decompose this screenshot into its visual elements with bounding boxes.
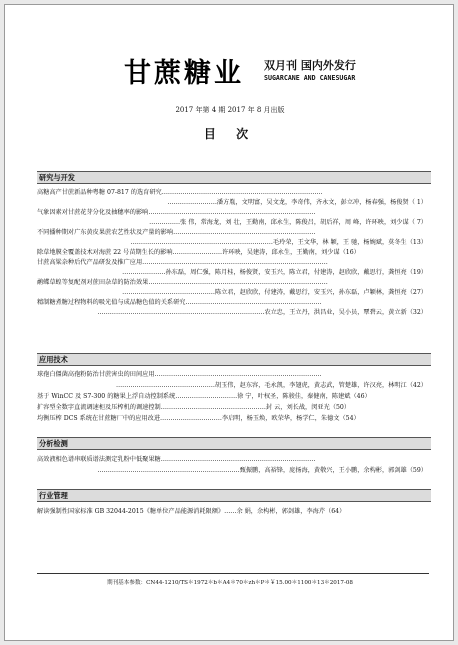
toc-entry[interactable]: 鹬蝶草蝗等复配剂对蔗田杂草的防治效果…………………………………………………………………………… (37, 279, 328, 286)
section-heading-application: 应用技术 (37, 353, 431, 366)
toc-entry-authors: ……………………………………………………………毛玲荣，王文华，林 颖，王 驰，杨婉斌，莫冬生（13） (130, 239, 427, 246)
toc-entry[interactable]: 高糖高产甘蔗新品种粤糖 07-817 的选育研究…………………………………………………………………… (37, 189, 323, 196)
toc-entry[interactable]: 不同播种期对广东黄皮果蔗农艺性状及产量的影响…………………………………………………………… (37, 229, 316, 236)
masthead (124, 51, 444, 91)
toc-entry-authors: ………………………………………………………………………农立忠，王立丹，洪昌业，吴小员，覃碧云，黄立新（32） (97, 309, 427, 316)
journal-title-english: SUGARCANE AND CANESUGAR (264, 74, 356, 82)
toc-title: 目 次 (203, 127, 257, 141)
toc-entry-authors: …………………………………………胡玉伟，赵东容，毛永凯，李翅虎，黄志武，管楚雄，许汉亮，林明江（42） (115, 382, 427, 389)
section-heading-analysis: 分析检测 (37, 437, 431, 450)
toc-entry-authors: ………………………………………陈立君，赵欣欣，付建涛，戴思行，安玉兴，孙东磊，卢颖林，龚恒亮（27） (122, 289, 427, 296)
toc-entry[interactable]: 解读强制性国家标准 GB 32044-2015《糖单位产品能源消耗限额》……余 娟，余构彬，郭剑雄，李海芹（64） (37, 508, 346, 515)
toc-entry-authors: ……………………潘方胤，文明富，吴文龙，李奇伟，齐永文，彭立冲，杨春强，杨俊贤（ 1） (167, 199, 427, 206)
section-heading-research: 研究与开发 (37, 171, 431, 184)
journal-parameters: 期刊基本参数：CN44-1210/TS＊1972＊b＊A4＊70＊zh＊P＊￥15.00＊1100＊13＊2017-08 (106, 580, 353, 586)
toc-entry[interactable]: 除草地膜全覆盖技术对海蔗 22 号苗期生长的影响……………………许环映，吴建涛，邱永生，王勤南，刘少谋（16） (37, 249, 360, 256)
toc-entry[interactable]: 气象因素对甘蔗花芽分化及抽穗率的影响……………………………………………………………………… (37, 209, 316, 216)
toc-entry[interactable]: 扩容型全数字直流调速柜及压榨机的调速控制……………………………………………封 云，刘长战，闵亚光（50） (37, 404, 351, 411)
toc-entry-authors: ……………张 伟，常海龙，刘 壮，王勤南，邱永生，陈俊吕，胡后祥，周 峰，许环映，刘少谋（ 7） (149, 219, 427, 226)
toc-page (4, 4, 454, 641)
toc-entry[interactable]: 基于 WinCC 及 S7-300 的糖果上浮自动控制系统…………………………徐 宁，叶权圣，陈骏佳，秦健南，陈建斌（46） (37, 393, 371, 400)
issue-line: 2017 年第 4 期 2017 年 8 月出版 (175, 106, 285, 114)
toc-entry-authors: ……………………………………………………………甄振鹏，高裕锋，庞扬海，黄敬兴，王小鹏，余构彬，郭剑雄（59） (97, 467, 427, 474)
section-heading-industry-management: 行业管理 (37, 489, 431, 502)
journal-title: 甘蔗糖业 (124, 58, 244, 89)
journal-frequency: 双月刊 国内外发行 (264, 59, 356, 72)
toc-entry[interactable]: 球孢白僵菌高孢粉防治甘蔗害虫的田间应用……………………………………………………………………… (37, 371, 322, 378)
toc-entry[interactable]: 高效液相色谱串联质谱法测定乳粉中低聚果糖………………………………………………………………… (37, 456, 316, 463)
footer-divider (37, 573, 429, 574)
toc-entry-authors: …………………孙东磊，周仁强，陈月桂，杨俊贤，安玉兴，陈立君，付建涛，赵欣欣，戴思行，龚恒亮（19） (122, 269, 427, 276)
toc-entry[interactable]: 均衡压榨 DCS 系统在甘蔗糖厂中的应用改进…………………………李启明，杨玉焕，欧荣华，杨学仁，朱德文（54） (37, 415, 360, 422)
toc-entry[interactable]: 甘蔗高粱杂种后代产品研发及推广应用……………………………………………………………………………… (37, 259, 328, 266)
toc-entry[interactable]: 精制糖煮糖过程物料的吸光值与成品糖色值的关系研究………………………………………………………… (37, 299, 322, 306)
